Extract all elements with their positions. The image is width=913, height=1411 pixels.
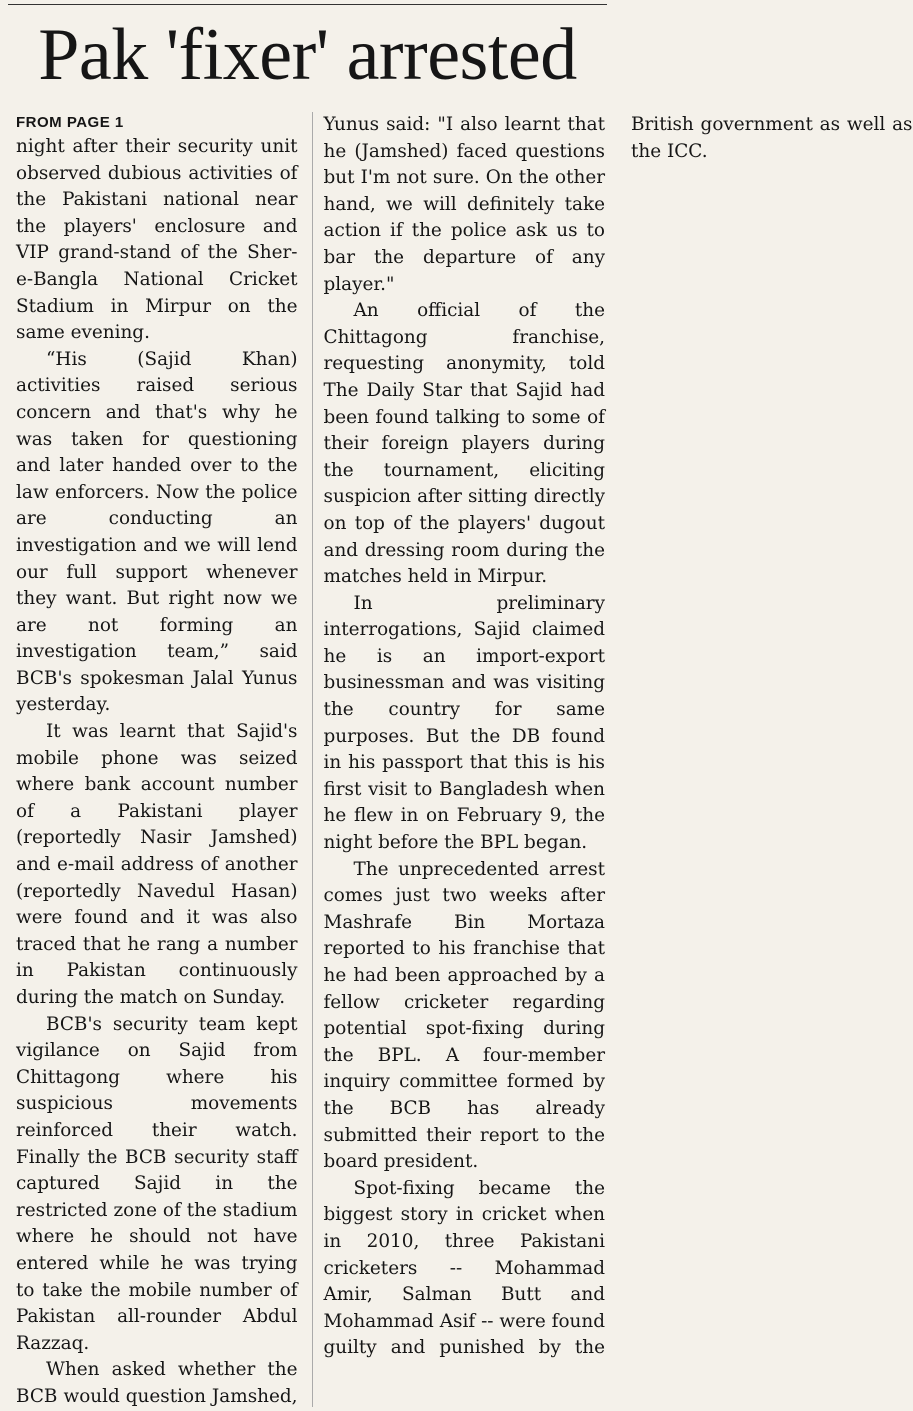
paragraph: “His (Sajid Khan) activities raised serious concern and that's why he was taken for questioning and later handed over to the law enforcers. Now the police are conducting an investigation and we will lend our full support whenever they want. But right now we are not forming an investigation team,” said BCB's spokesman Jalal Yunus yesterday.: [16, 348, 298, 716]
paragraph: An official of the Chittagong franchise, requesting anonymity, told The Daily Star that Sajid had been found talking to some of their foreign players during the tournament, eliciting suspicion after sitting directly on top of the players' dugout and dressing room during the matches held in Mirpur.: [323, 300, 605, 588]
top-rule: [8, 4, 607, 5]
paragraph: The unprecedented arrest comes just two weeks after Mashrafe Bin Mortaza reported to his franchise that he had been approached by a fellow cricketer regarding potential spot-fixing during the BPL. A four-member inquiry committee formed by the BCB has already submitted their report to the board president.: [323, 858, 605, 1173]
headline: Pak 'fixer' arrested: [38, 14, 577, 96]
from-page-label: FROM PAGE 1: [16, 114, 124, 131]
paragraph: When asked whether the BCB would question Jamshed, Yunus said: "I also learnt that he (Jamshed) faced questions but I'm not sure. On the other hand, we will definitely take action if the police ask us to bar the departure of any player.": [16, 114, 605, 1407]
paragraph: Spot-fixing became the biggest story in cricket when in 2010, three Pakistani cricketers -- Mohammad Amir, Salman Butt and Mohammad Asif -- were found guilty and punished by the British government as well as the ICC.: [323, 114, 913, 1359]
paragraph: It was learnt that Sajid's mobile phone was seized where bank account number of a Pakistani player (reportedly Nasir Jamshed) and e-mail address of another (reportedly Navedul Hasan) were found and it was also traced that he rang a number in Pakistan continuously during the match on Sunday.: [16, 721, 298, 1008]
paragraph: BCB's security team kept vigilance on Sajid from Chittagong where his suspicious movements reinforced their watch. Finally the BCB security staff captured Sajid in the restricted zone of the stadium where he should not have entered while he was trying to take the mobile number of Pakistan all-rounder Abdul Razzaq.: [16, 1013, 298, 1354]
paragraph: night after their security unit observed dubious activities of the Pakistani national near the players' enclosure and VIP grand-stand of the Sher-e-Bangla National Cricket Stadium in Mirpur on the same evening.: [16, 136, 298, 344]
article-body: [16, 112, 913, 1411]
paragraph: In preliminary interrogations, Sajid claimed he is an import-export businessman and was visiting the country for same purposes. But the DB found in his passport that this is his first visit to Bangladesh when he flew in on February 9, the night before the BPL began.: [323, 592, 605, 854]
